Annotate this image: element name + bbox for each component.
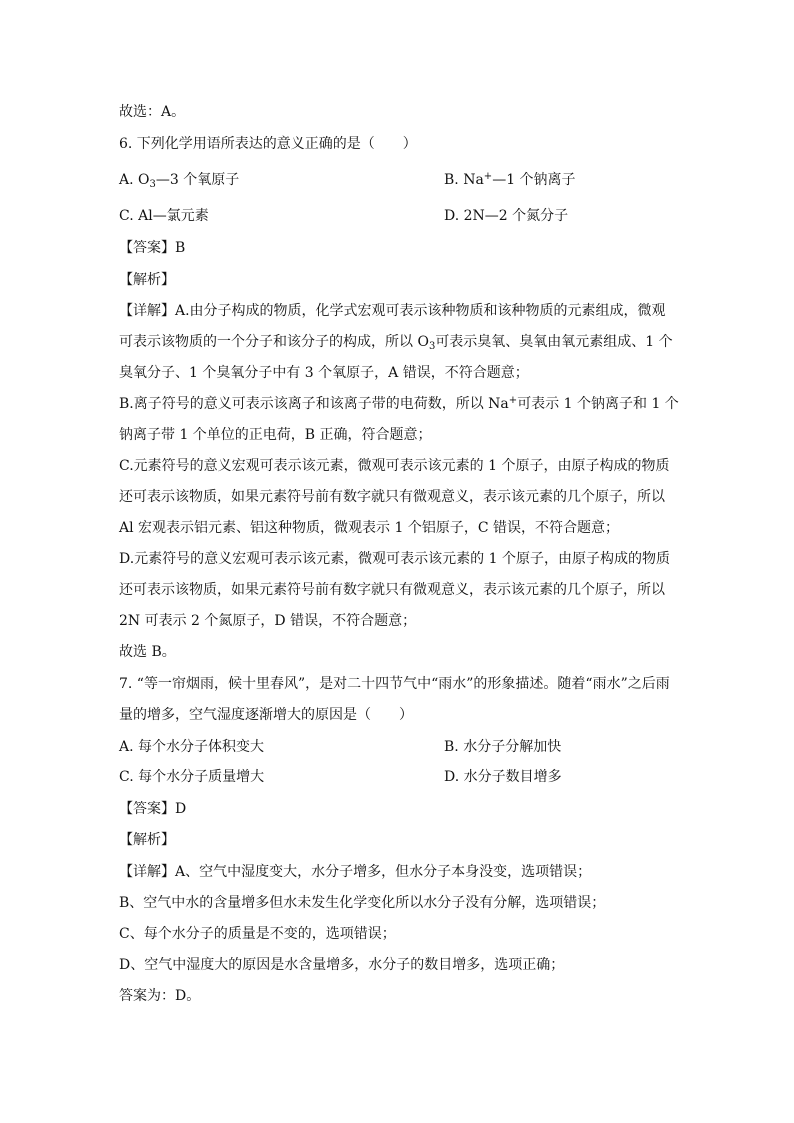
q7-explain-line4: D、空气中湿度大的原因是水含量增多，水分子的数目增多，选项正确； (119, 957, 565, 973)
q6-explain-a-line3: 臭氧分子、1 个臭氧分子中有 3 个氧原子，A 错误，不符合题意； (119, 365, 529, 381)
q7-option-b: B. 水分子分解加快 (444, 739, 562, 755)
q6-option-a-pre: A. O (119, 172, 150, 188)
q6-option-a-subscript: 3 (149, 179, 156, 190)
q6-explain-d-line2: 还可表示该物质，如果元素符号前有数字就只有微观意义，表示该元素的几个原子，所以 (119, 582, 665, 598)
q7-analysis-heading: 【解析】 (119, 832, 175, 848)
q6-analysis-heading: 【解析】 (119, 272, 175, 288)
q6-explain-a-line1: 【详解】A.由分子构成的物质，化学式宏观可表示该种物质和该种物质的元素组成，微观 (119, 303, 666, 319)
q6-conclusion: 故选 B。 (119, 644, 176, 660)
q6-explain-c-line1: C.元素符号的意义宏观可表示该元素，微观可表示该元素的 1 个原子，由原子构成的物质 (119, 458, 670, 474)
q6-option-b-pre: B. Na (444, 172, 484, 188)
q6-stem: 6. 下列化学用语所表达的意义正确的是（ ） (119, 136, 417, 152)
q7-answer: 【答案】D (119, 801, 187, 817)
q6-explain-a-line2-post: 可表示臭氧、臭氧由氧元素组成、1 个 (435, 334, 673, 350)
q6-option-b-post: —1 个钠离子 (492, 172, 576, 188)
q7-option-d: D. 水分子数目增多 (444, 769, 562, 785)
q6-option-a-post: —3 个氧原子 (155, 172, 240, 188)
q6-option-a (119, 170, 239, 190)
q6-explain-a-line2 (119, 332, 673, 352)
q7-conclusion: 答案为：D。 (119, 988, 201, 1004)
q7-stem-line2: 量的增多，空气湿度逐渐增大的原因是（ ） (119, 707, 413, 723)
q6-explain-b-line2: 钠离子带 1 个单位的正电荷，B 正确，符合题意； (119, 427, 432, 443)
q7-explain-line3: C、每个水分子的质量是不变的，选项错误； (119, 926, 396, 942)
q6-explain-b-line1-superscript: + (508, 395, 518, 406)
q6-explain-b-line1-post: 可表示 1 个钠离子和 1 个 (517, 396, 679, 412)
q6-explain-c-line2: 还可表示该物质，如果元素符号前有数字就只有微观意义，表示该元素的几个原子，所以 (119, 489, 665, 505)
q6-option-b-superscript: + (483, 171, 493, 182)
q7-option-c: C. 每个水分子质量增大 (119, 769, 265, 785)
q7-stem-line1: 7. “等一帘烟雨，候十里春风”，是对二十四节气中“雨水”的形象描述。随着“雨水”之后雨 (119, 676, 670, 692)
q6-explain-d-line1: D.元素符号的意义宏观可表示该元素，微观可表示该元素的 1 个原子，由原子构成的物质 (119, 551, 670, 567)
q6-explain-d-line3: 2N 可表示 2 个氮原子，D 错误，不符合题意； (119, 613, 417, 629)
q6-option-b (444, 170, 576, 190)
q6-explain-a-line2-subscript: 3 (428, 341, 436, 352)
q6-explain-b-line1 (119, 394, 679, 414)
q7-option-a: A. 每个水分子体积变大 (119, 739, 265, 755)
q6-option-c: C. Al—氯元素 (119, 208, 209, 224)
q7-explain-line1: 【详解】A、空气中湿度变大，水分子增多，但水分子本身没变，选项错误； (119, 864, 592, 880)
q6-option-d: D. 2N—2 个氮分子 (444, 208, 569, 224)
q6-explain-c-line3: Al 宏观表示铝元素、铝这种物质，微观表示 1 个铝原子，C 错误，不符合题意； (119, 520, 620, 536)
q6-explain-a-line2-pre: 可表示该物质的一个分子和该分子的构成，所以 O (119, 334, 429, 350)
q7-explain-line2: B、空气中水的含量增多但水未发生化学变化所以水分子没有分解，选项错误； (119, 895, 606, 911)
q6-explain-b-line1-pre: B.离子符号的意义可表示该离子和该离子带的电荷数，所以 Na (119, 396, 509, 412)
q6-answer: 【答案】B (119, 240, 186, 256)
q5-answer-line: 故选：A。 (119, 104, 186, 120)
